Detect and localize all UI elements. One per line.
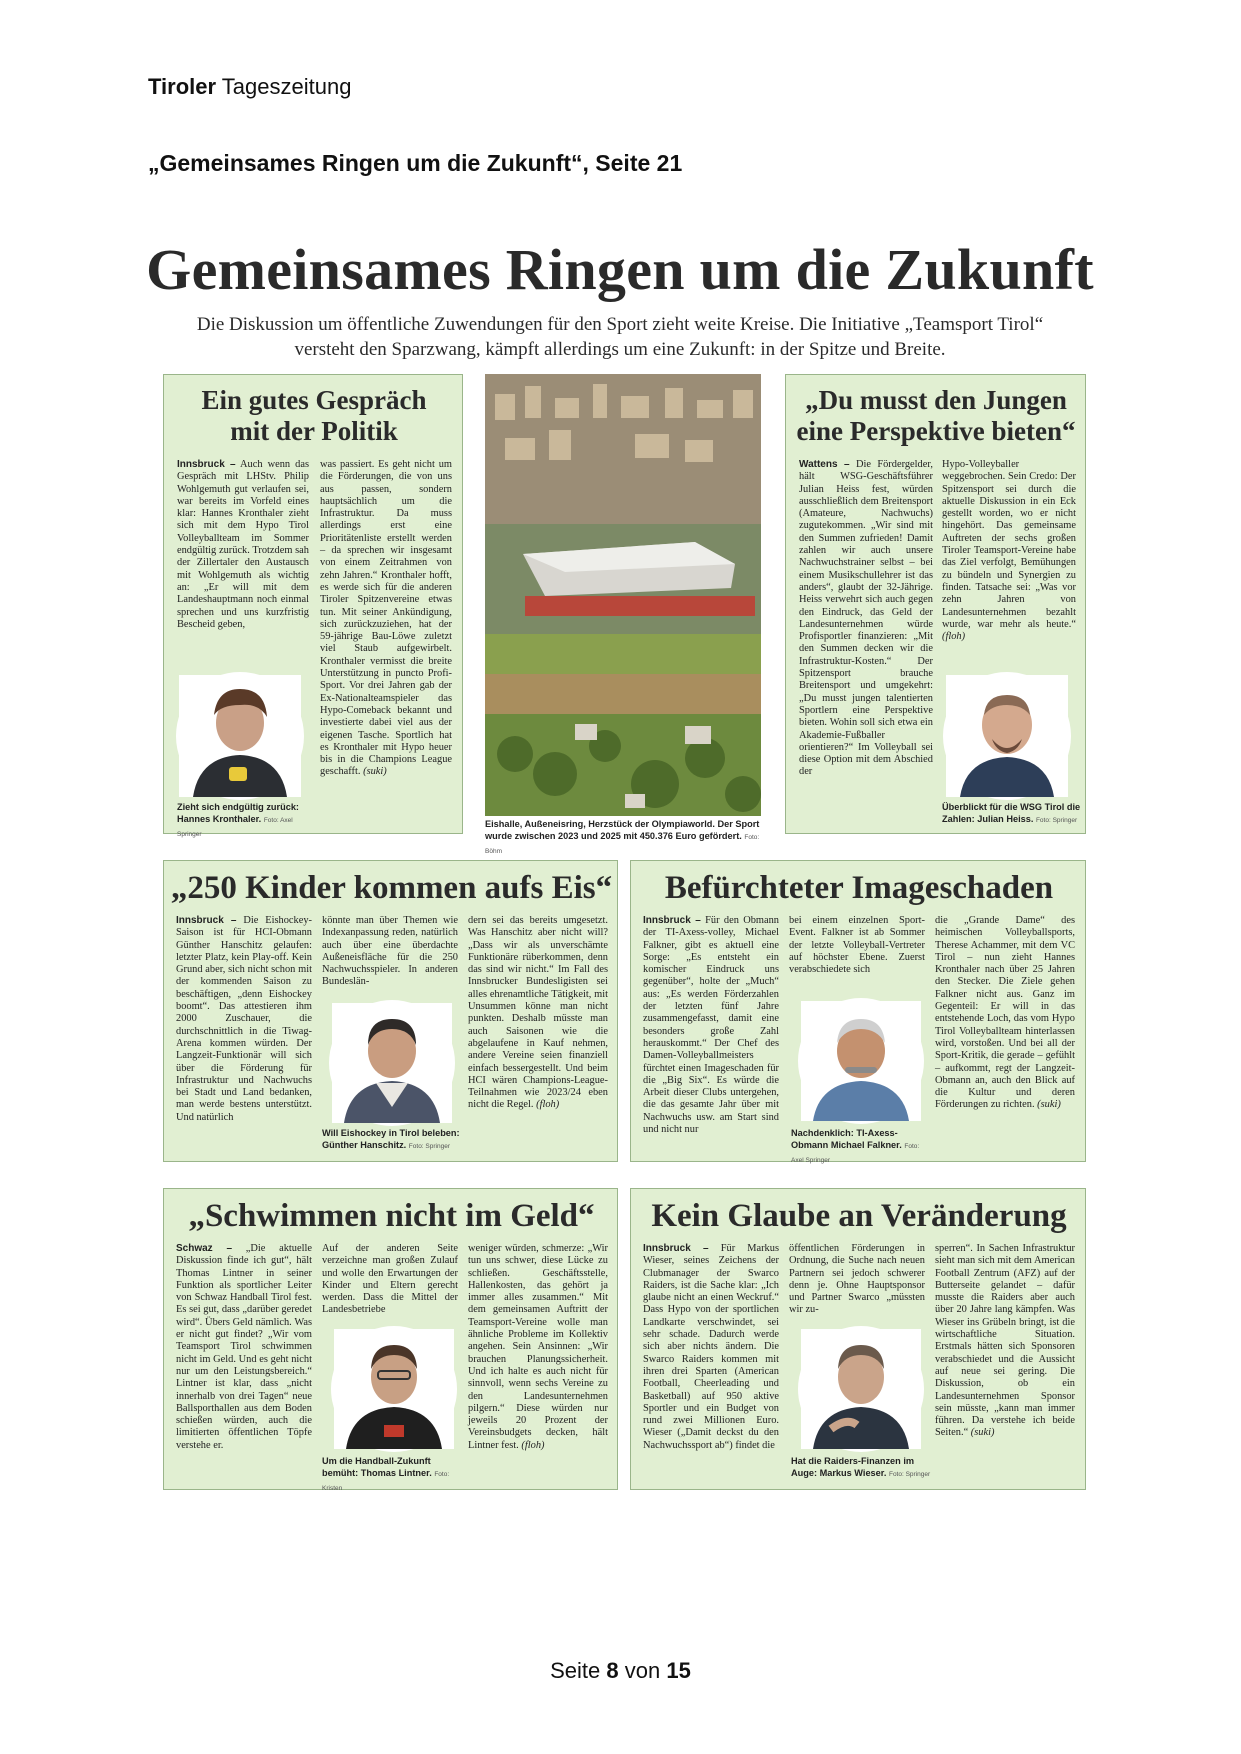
story-column-1: Innsbruck – Für den Obmann der TI-Axess-volley, Michael Falkner, gibt es aktuell eine Sorge: „Es entsteht ein komischer Eindruck uns gegenüber“, holte der „Much“ aus: „Es werden Förderzahlen der letzten fünf Jahre zusammengefasst, damit eine besonders große Zahl herauskommt.“ Der Chef des Damen-Volleyballmeisters fürchtet einen Imageschaden für die „Big Six“. Es würde die Arbeit dieser Clubs untergehen, die das gesamte Jahr über mit Nachwuchs usw. am Start sind und nicht nur [643, 915, 779, 1136]
story-column-2: Hypo-Volleyballer weggebrochen. Sein Credo: Der Spitzensport sei durch die aktuelle Diskussion in ein Eck gestellt worden, wo er nicht hingehört. Das gemeinsame Auftreten der sechs großen Tiroler Teamsport-Vereine habe das Ziel verfolgt, Bemühungen zu bündeln und Synergien zu finden. Tatsache sei: „Was vor zehn Jahren von Landesunternehmen bezahlt wurde, war mehr als heute.“ (floh) [942, 459, 1076, 643]
story-box-raiders [630, 1188, 1086, 1490]
story-box-eishockey [163, 860, 618, 1162]
photo-caption: Will Eishockey in Tirol beleben: Günther Hanschitz. Foto: Springer [322, 1128, 460, 1150]
story-title: Kein Glaube an Veränderung [651, 1198, 1067, 1234]
article-lead: Die Diskussion um öffentliche Zuwendungen für den Sport zieht weite Kreise. Die Initiative „Teamsport Tirol“ versteht den Sparzwang, kämpft allerdings um eine Zukunft: in der Spitze und Breite. [196, 314, 1044, 360]
story-column-2: was passiert. Es geht nicht um die Förderungen, die von uns aus passen, sondern hauptsächlich um die Infrastruktur. Da muss allerdings erst eine Prioritätenliste erstellt werden – da sprechen wir insgesamt von einem Zeitrahmen von zehn Jahren.“ Kronthaler hofft, es werde sich für die anderen Tiroler Spitzenvereine etwas tun. Mit seiner Ankündigung, sich zurückzuziehen, hat der 59-jährige Bau-Löwe zuletzt viel Staub aufgewirbelt. Kronthaler vermisst die breite Unterstützung in puncto Profi-Sport. Vor drei Jahren gab der Ex-Nationalteamspieler das Hypo-Comeback bekannt und investierte dabei viel aus der eigenen Tasche. Sportlich hat es Kronthaler mit Hypo heuer bis in die Champions League geschafft. (suki) [320, 459, 452, 778]
story-column-1: Innsbruck – Für Markus Wieser, seines Zeichens der Clubmanager der Swarco Raiders, ist die Sache klar: „Ich glaube nicht an einen Weckruf.“ Dass Hypo von der sportlichen Landkarte verschwindet, sei sehr schade. Dadurch werde sich aber nichts ändern. Die Swarco Raiders kommen mit ihren drei Sparten (American Football, Cheerleading und Basketball) auf 950 aktive Sportler und ein Budget von rund zwei Millionen Euro. Wieser („Damit deckst du den Nachwuchssport ab“) findet die [643, 1243, 779, 1451]
photo-caption: Um die Handball-Zukunft bemüht: Thomas Lintner. Foto: Kristen [322, 1456, 450, 1492]
story-column-3: weniger würden, schmerze: „Wir tun uns schwer, diese Lücke zu schließen. Geschäftsstelle, Hallenkosten, das gehört ja immer alles zusammen.“ Mit dem gemeinsamen Auftritt der Teamsport-Vereine wolle man ähnliche Probleme im Kollektiv angehen. Sein Ansinnen: „Wir brauchen Planungssicherheit. Und ich halte es auch nicht für sinnvoll, wenn sechs Vereine zu den Landesunternehmen pilgern.“ Diese würden nur jeweils 20 Prozent der Vereinsbudgets decken, hält Lintner fest. (floh) [468, 1243, 608, 1451]
portrait-photo [332, 1003, 452, 1123]
page-number: Seite 8 von 15 [550, 1658, 691, 1683]
article-reference: „Gemeinsames Ringen um die Zukunft“, Seite 21 [148, 150, 683, 176]
story-box-perspektive [785, 374, 1086, 834]
photo-caption: Nachdenklich: TI-Axess-Obmann Michael Falkner. Foto: Axel Springer [791, 1128, 920, 1164]
portrait-photo [179, 675, 301, 797]
story-title: Befürchteter Imageschaden [664, 870, 1054, 906]
story-box-imageschaden [630, 860, 1086, 1162]
photo-caption: Überblickt für die WSG Tirol die Zahlen: Julian Heiss. Foto: Springer [942, 802, 1081, 824]
photo-caption: Zieht sich endgültig zurück: Hannes Kronthaler. Foto: Axel Springer [177, 802, 299, 838]
story-column-1: Wattens – Die Fördergelder, hält WSG-Geschäftsführer Julian Heiss fest, würden ausschließlich dem Breitensport (Amateure, Nachwuchs) zugutekommen. „Wir sind mit den Summen zufrieden! Damit zahlen wir auch unsere Nachwuchstrainer selbst – bei einem Musikschullehrer ist das anders“, glaubt der 32-Jährige. Heiss verwehrt sich auch gegen den Eindruck, das Geld der Landesunternehmen würde Profisportler finanzieren: „Mit den Summen decken wir die Infrastruktur-Kosten.“ Der Spitzensport brauche Breitensport und umgekehrt: „Du musst jungen talentierten Sportlern eine Perspektive bieten. Wohin soll sich etwa ein Akademie-Fußballer orientieren?“ Im Volleyball sei diese Option mit dem Abschied der [799, 459, 933, 778]
story-column-2: Auf der anderen Seite verzeichne man großen Zulauf und wolle den Erwartungen der Kinder und Eltern gerecht werden. Dass die Mittel der Landesbetriebe [322, 1243, 458, 1316]
portrait-photo [801, 1001, 921, 1121]
article-headline: Gemeinsames Ringen um die Zukunft [146, 237, 1094, 302]
portrait-photo [334, 1329, 454, 1449]
story-box-handball [163, 1188, 618, 1490]
story-column-2: öffentlichen Förderungen in Ordnung, die Suche nach neuen Partnern sei jedoch schwerer denn je. Ohne Hauptsponsor und Partner Swarco „müssten wir zu- [789, 1243, 925, 1316]
story-column-1: Innsbruck – Die Eishockey-Saison ist für HCI-Obmann Günther Hanschitz gelaufen: letzter Platz, kein Play-off. Kein Grund aber, sich nicht schon mit der kommenden Saison zu beschäftigen, „denn Eishockey boomt“. Das attestieren ihm 2000 Zuschauer, die durchschnittlich in die Tiwag-Arena kommen würden. Der Langzeit-Funktionär will sich über die Förderung für Infrastruktur und Nachwuchs bei Stadt und Land bedanken, man werde bestens unterstützt. Und natürlich [176, 915, 312, 1123]
story-column-2: könnte man über Themen wie Indexanpassung reden, natürlich auch über eine überdachte Außeneisfläche für die 250 Nachwuchsspieler. In anderen Bundeslän- [322, 915, 458, 988]
story-column-3: die „Grande Dame“ des heimischen Volleyballsports, Therese Achammer, mit dem VC Tirol – nun zieht Hannes Kronthaler nach über 25 Jahren den Stecker. Die Ziele gehen Falkner nicht aus. Ganz im Gegenteil: Er will in das entstehende Loch, das vom Hypo Tirol Volleyballteam hinterlassen wird, vorstoßen. Und bei all der Sport-Kritik, die gerade – gefühlt – aufkommt, regt der Langzeit-Obmann an, auch den Blick auf die Kultur und deren Förderungen zu richten. (suki) [935, 915, 1075, 1111]
story-column-3: sperren“. In Sachen Infrastruktur sieht man sich mit dem American Football Zentrum (AFZ) auf der Butterseite gelandet – dafür musste die Raiders aber auch über 20 Jahre lang kämpfen. Was Wieser ins Grübeln bringt, ist die wirtschaftliche Situation. Erstmals hätten sich Sponsoren verabschiedet und die Aussicht auf neue sei gering. Die Diskussion, ob ein Landesunternehmen Sponsor sein müsste, „kann man immer führen. Da verstehe ich beide Seiten.“ (suki) [935, 1243, 1075, 1439]
story-title: Ein gutes Gespräch mit der Politik [201, 385, 427, 446]
portrait-photo [946, 675, 1068, 797]
aerial-photo-caption: Eishalle, Außeneisring, Herzstück der Olympiaworld. Der Sport wurde zwischen 2023 und 2025 mit 450.376 Euro gefördert. Foto: Böhm [485, 819, 760, 855]
story-column-2: bei einem einzelnen Sport-Event. Falkner ist ab Sommer der letzte Volleyball-Vertreter auf höchster Ebene. Zuerst verabschiedete sich [789, 915, 925, 976]
aerial-photo-olympiaworld [485, 374, 761, 816]
story-column-3: dern sei das bereits umgesetzt. Was Hanschitz aber nicht will? „Dass wir als unverschämte Funktionäre rüberkommen, denn das sind wir nicht.“ Im Fall des Innsbrucker Bundesligisten sei alles ehrenamtliche Tätigkeit, mit Unsummen könne man nicht punkten. Deshalb müsste man auch Saisonen wie die abgelaufene in Kauf nehmen, andere Vereine seien finanziell einfach bessergestellt. Und beim HCI wären Champions-League-Teilnahmen wie 2023/24 eben nicht die Regel. (floh) [468, 915, 608, 1111]
story-title: „250 Kinder kommen aufs Eis“ [170, 870, 613, 906]
portrait-photo [801, 1329, 921, 1449]
story-column-1: Schwaz – „Die aktuelle Diskussion finde ich gut“, hält Thomas Lintner in seiner Funktion als sportlicher Leiter von Schwaz Handball Tirol fest. Es sei gut, dass „darüber geredet wird“. Übers Geld nämlich. Was er nicht gut findet? „Wir vom Teamsport Tirol schwimmen nicht im Geld. Und es geht nicht nur um den Leistungsbereich.“ Lintner ist klar, dass „nicht innerhalb von drei Tagen“ neue Ballsporthallen aus dem Boden schießen würden, auch die limitierten öffentlichen Töpfe verstehe er. [176, 1243, 312, 1451]
story-box-politik [163, 374, 463, 838]
story-title: „Du musst den Jungen eine Perspektive bieten“ [796, 385, 1076, 446]
story-column-1: Innsbruck – Auch wenn das Gespräch mit LHStv. Philip Wohlgemuth gut verlaufen sei, war bereits im Vorfeld eines klar: Hannes Kronthaler zieht sich mit dem Hypo Tirol Volleyballteam im Sommer endgültig zurück. Trotzdem sah der Zillertaler den Austausch mit Wohlgemuth als wichtig an: „Er will mit dem Landeshauptmann noch einmal sprechen und uns kurzfristig Bescheid geben, [177, 459, 309, 630]
publication-name: Tiroler Tageszeitung [148, 74, 352, 99]
photo-caption: Hat die Raiders-Finanzen im Auge: Markus Wieser. Foto: Springer [791, 1456, 931, 1478]
story-title: „Schwimmen nicht im Geld“ [188, 1198, 595, 1234]
